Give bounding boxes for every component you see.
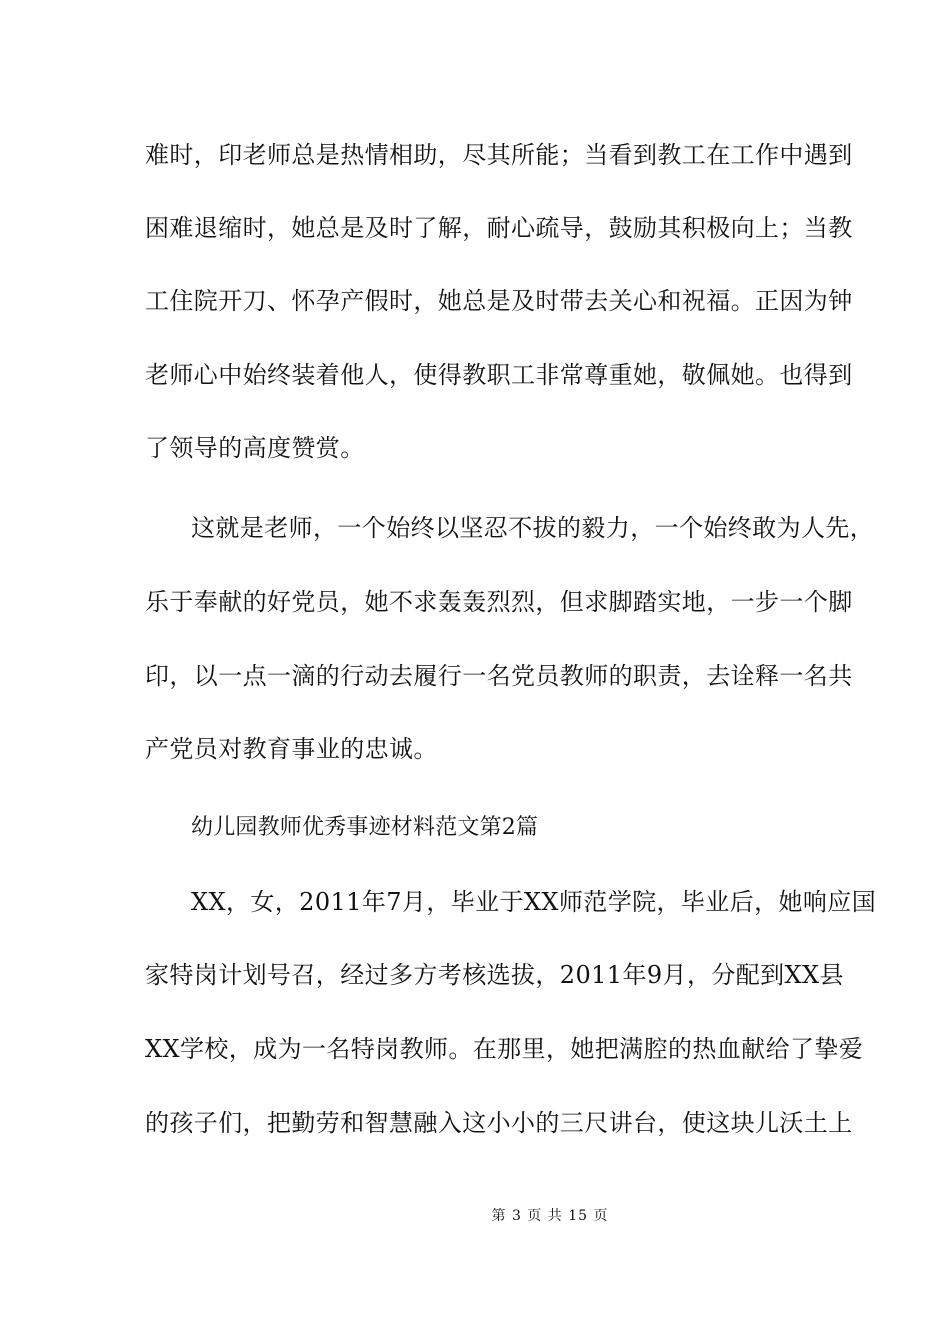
section-heading: 幼儿园教师优秀事迹材料范文第2篇: [191, 815, 539, 840]
paragraph-first-line: XX，女，2011年7月，毕业于XX师范学院，毕业后，她响应国: [191, 888, 877, 916]
body-text-line: 困难退缩时，她总是及时了解，耐心疏导，鼓励其积极向上；当教: [145, 214, 853, 242]
body-text-line: 的孩子们，把勤劳和智慧融入这小小的三尺讲台，使这块儿沃土上: [145, 1109, 853, 1137]
body-text-line: 家特岗计划号召，经过多方考核选拔，2011年9月，分配到XX县: [145, 961, 844, 989]
body-text-line: 了领导的高度赞赏。: [145, 434, 365, 462]
body-text-line: 乐于奉献的好党员，她不求轰轰烈烈，但求脚踏实地，一步一个脚: [145, 588, 853, 616]
body-text-line: XX学校，成为一名特岗教师。在那里，她把满腔的热血献给了挚爱: [145, 1035, 864, 1063]
body-text-line: 老师心中始终装着他人，使得教职工非常尊重她，敬佩她。也得到: [145, 361, 853, 389]
body-text-line: 产党员对教育事业的忠诚。: [145, 735, 438, 763]
body-text-line: 工住院开刀、怀孕产假时，她总是及时带去关心和祝福。正因为钟: [145, 287, 853, 315]
paragraph-first-line: 这就是老师，一个始终以坚忍不拔的毅力，一个始终敢为人先，: [191, 514, 875, 542]
body-text-line: 印，以一点一滴的行动去履行一名党员教师的职责，去诠释一名共: [145, 662, 853, 690]
body-text-line: 难时，印老师总是热情相助，尽其所能；当看到教工在工作中遇到: [145, 141, 853, 169]
page-number-footer: 第 3 页 共 15 页: [491, 1208, 609, 1224]
